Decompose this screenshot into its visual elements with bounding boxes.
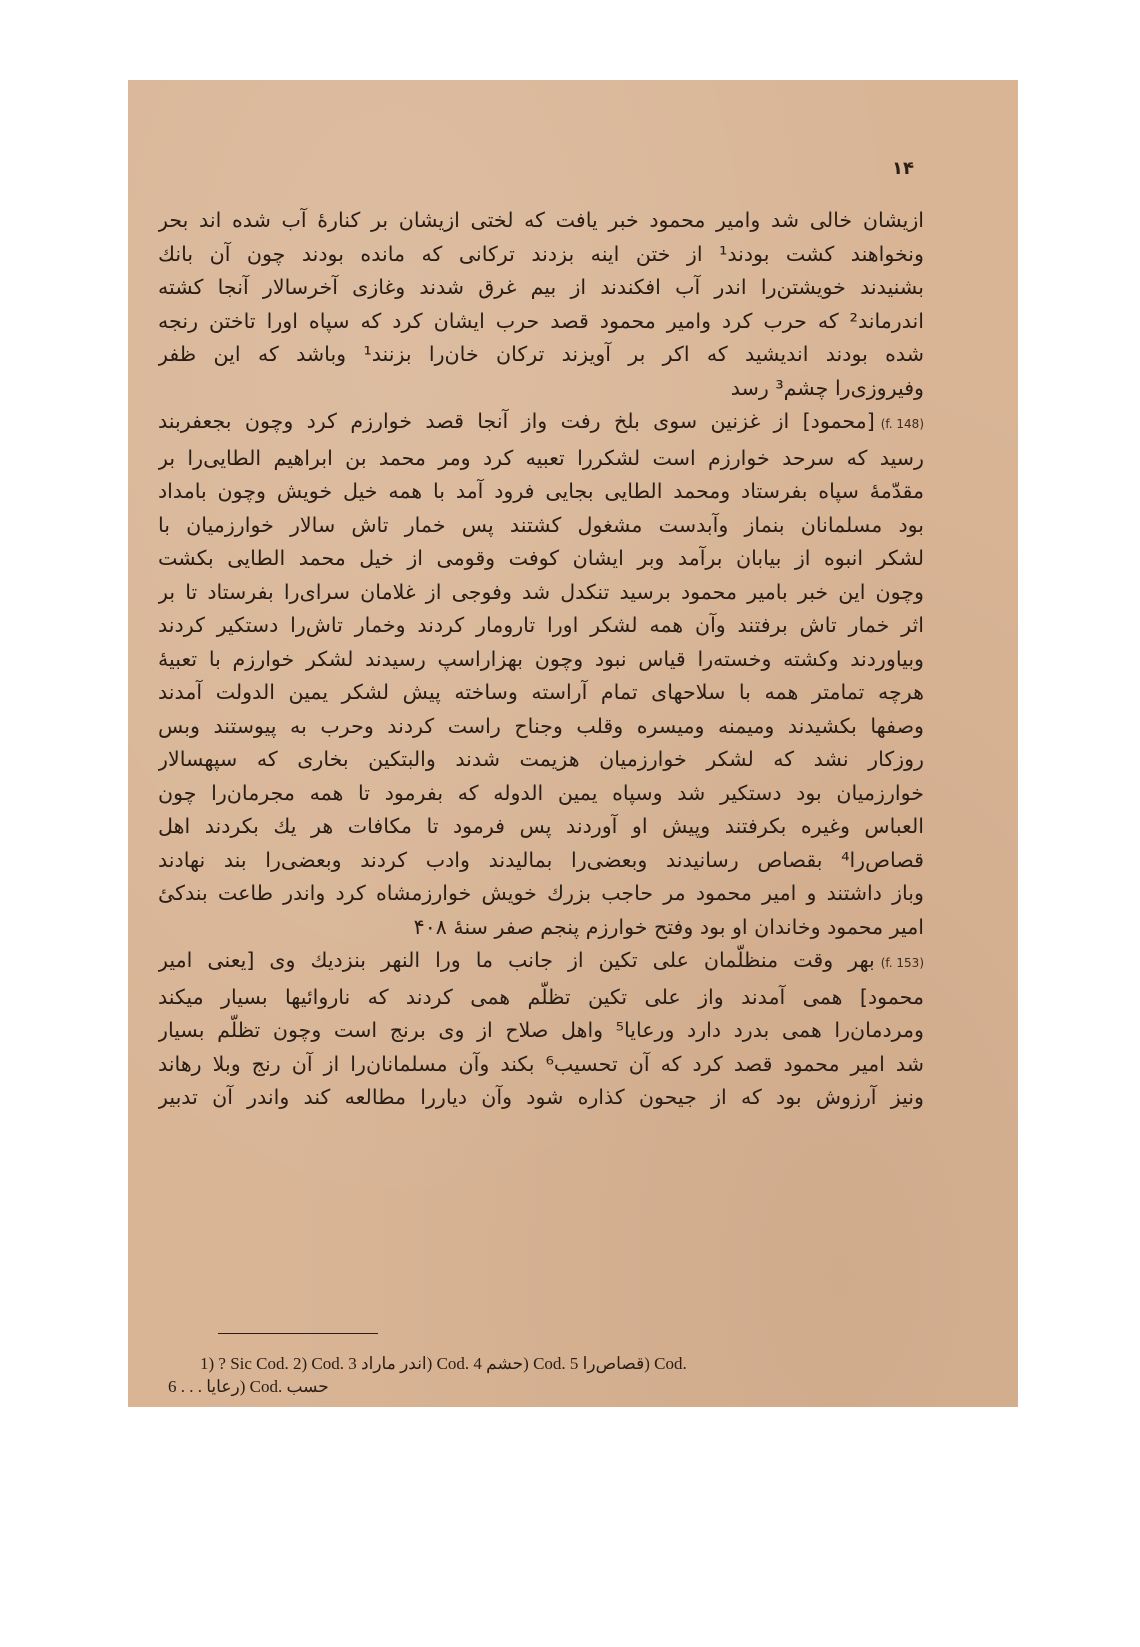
text-line: امیر محمود وخاندان او بود وفتح خوارزم پنجم صفر سنهٔ ۴۰۸ (413, 914, 924, 939)
text-line: محمود] همی آمدند واز علی تکین تظلّم همی کردند که ناروائیها بسیار میکند (158, 984, 924, 1009)
text-line-with-folio (158, 405, 924, 442)
text-line: خوارزمیان بود دستکیر شد وسپاه یمین الدوله که بفرمود تا همه مجرمان‌را چون (158, 780, 924, 805)
text-line: اثر خمار تاش برفتند وآن همه لشکر اورا تارومار کردند وخمار تاش‌را دستکیر کردند (158, 613, 924, 637)
text-line: هرچه تمامتر همه با سلاحهای تمام آراسته وساخته پیش لشکر یمین الدولت آمدند (158, 680, 924, 704)
text-line: رسید که سرحد خوارزم است لشکررا تعبیه کرد ومر محمد بن ابراهیم الطایی‌را بر (158, 445, 924, 470)
text-line: لشکر انبوه از بیابان برآمد وبر ایشان کوفت وقومی از خیل محمد الطایی بکشت (158, 546, 924, 570)
folio-ref: (f. 148) (880, 417, 924, 431)
scanned-page (128, 80, 1018, 1407)
text-line: قصاص‌را⁴ بقصاص رسانیدند وبعضی‌را بمالیدند وادب کردند وبعضی‌را بند نهادند (158, 847, 924, 872)
text-line: بشنیدند خویشتن‌را اندر آب افکندند از بیم غرق شدند وغازی آخرسالار آنجا کشته (158, 275, 924, 299)
text-line: ومردمان‌را همی بدرد دارد ورعایا⁵ واهل صلاح از وی برنج است وچون تظلّم بسیار (158, 1018, 924, 1042)
text-segment: [محمود] از غزنین سوی بلخ رفت واز آنجا قصد خوارزم کرد وچون بجعفربند (158, 409, 875, 433)
folio-ref: (f. 153) (880, 956, 924, 970)
text-segment: بهر وقت منظلّمان علی تکین از جانب ما ورا النهر بنزدیك وی [یعنی امیر (158, 948, 875, 972)
text-line: مقدّمهٔ سپاه بفرستاد ومحمد الطایی بجایی فرود آمد با همه خیل خویش وچون بامداد (158, 479, 924, 503)
text-line: ونیز آرزوش بود که از جیحون کذاره شود وآن دیاررا مطالعه کند واندر آن تدبیر (158, 1085, 924, 1109)
text-line: وباز داشتند و امیر محمود مر حاجب بزرك خویش خوارزمشاه کرد واندر طاعت بندکیٔ (158, 881, 924, 905)
text-line: وبیاوردند وکشته وخسته‌را قیاس نبود وچون بهزاراسپ رسیدند لشکر خوارزم با تعبیهٔ (158, 646, 924, 671)
text-line: وصفها بکشیدند ومیمنه ومیسره وقلب وجناح راست کردند وحرب به پیوستند وبس (158, 713, 924, 738)
text-line: بود مسلمانان بنماز وآبدست مشغول کشتند پس خمار تاش سالار خوارزمیان با (158, 512, 924, 537)
text-line: روزکار نشد که لشکر خوارزمیان هزیمت شدند والبتکین بخاری که سپهسالار (158, 747, 924, 771)
text-line: اندرماند² که حرب کرد وامیر محمود قصد حرب ایشان کرد که سپاه اورا تاختن رنجه (158, 308, 924, 333)
text-line-with-folio (158, 944, 924, 981)
footnotes: 1) ? Sic Cod. 2) Cod. اندر ماراد 3) Cod. حشم 4) Cod. قصاص‌را 5) Cod. (200, 1354, 687, 1373)
text-line: وچون این خبر بامیر محمود برسید تنکدل شد وفوجی از غلامان سرای‌را بفرستاد تا بر (158, 579, 924, 604)
text-line: ازیشان خالی شد وامیر محمود خبر یافت که لختی ازیشان بر کنارهٔ آب شده اند بحر (158, 208, 924, 232)
body-text (158, 204, 924, 1115)
text-line: شده بودند اندیشید که اکر بر آویزند ترکان خان‌را بزنند¹ وباشد که این ظفر (158, 342, 924, 366)
text-line: شد امیر محمود قصد کرد که آن تحسیب⁶ بکند وآن مسلمانان‌را از آن رنج وبلا رهاند (158, 1051, 924, 1076)
footnote-divider (218, 1333, 378, 1334)
footnotes-continued: رعایا . . . 6) Cod. حسب (168, 1377, 329, 1396)
text-line: وفیروزی‌را چشم³ رسد (730, 375, 924, 400)
page-number: ۱۴ (892, 158, 914, 179)
text-line: العباس وغیره بکرفتند وپیش او آوردند پس فرمود تا مکافات هر یك بکردند اهل (158, 814, 924, 838)
text-line: ونخواهند کشت بودند¹ از ختن اینه بزدند ترکانی که مانده بودند چون آن بانك (158, 241, 924, 266)
